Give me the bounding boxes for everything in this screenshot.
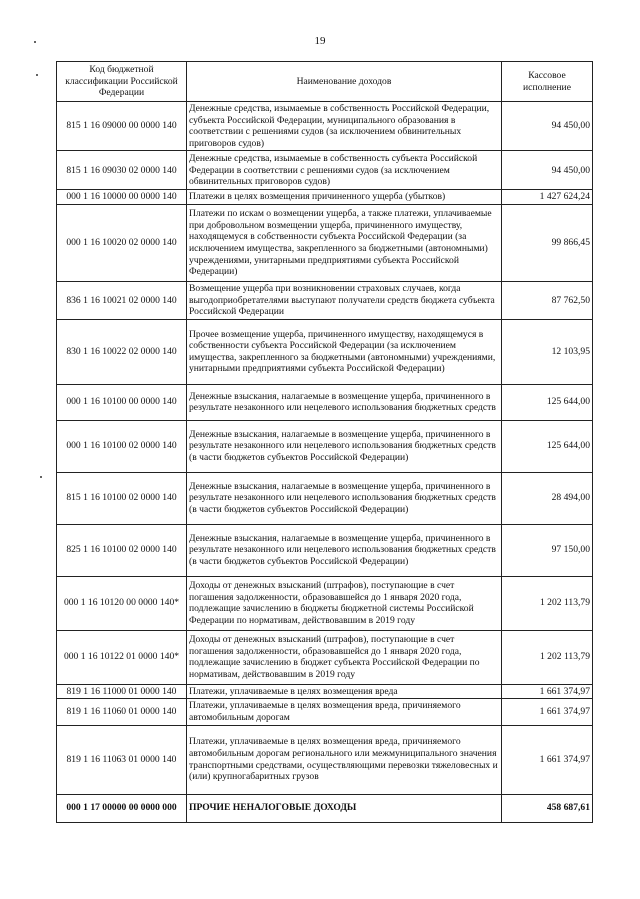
header-amount: Кассовое исполнение [502, 62, 593, 102]
row-name: Платежи, уплачиваемые в целях возмещения вреда [187, 684, 502, 699]
row-amount: 1 427 624,24 [502, 190, 593, 205]
row-code: 819 1 16 11060 01 0000 140 [57, 699, 187, 725]
table-header-row [57, 62, 593, 102]
table-row [57, 319, 593, 384]
row-code: 000 1 16 10020 02 0000 140 [57, 204, 187, 281]
row-amount: 87 762,50 [502, 281, 593, 319]
revenue-table [56, 61, 593, 823]
row-code: 830 1 16 10022 02 0000 140 [57, 319, 187, 384]
table-row [57, 630, 593, 684]
table-row [57, 725, 593, 794]
table-row [57, 384, 593, 420]
row-amount: 125 644,00 [502, 384, 593, 420]
table-row [57, 190, 593, 205]
row-code: 000 1 16 10000 00 0000 140 [57, 190, 187, 205]
table-row [57, 699, 593, 725]
row-name: Платежи в целях возмещения причиненного ущерба (убытков) [187, 190, 502, 205]
table-row [57, 281, 593, 319]
row-amount: 94 450,00 [502, 102, 593, 151]
table-row [57, 472, 593, 524]
row-amount: 28 494,00 [502, 472, 593, 524]
table-row [57, 151, 593, 190]
header-code: Код бюджетной классификации Российской Федерации [57, 62, 187, 102]
table-row [57, 684, 593, 699]
row-name: Денежные средства, изымаемые в собственность Российской Федерации, субъекта Российской Федерации, муниципального образования в соответствии с решениями судов (за исключением обвинительных приговоров судов) [187, 102, 502, 151]
row-amount: 99 866,45 [502, 204, 593, 281]
scan-speck [36, 74, 38, 76]
row-code: 000 1 16 10122 01 0000 140* [57, 630, 187, 684]
row-code: 819 1 16 11063 01 0000 140 [57, 725, 187, 794]
table-row [57, 794, 593, 822]
row-amount: 458 687,61 [502, 794, 593, 822]
row-name: Доходы от денежных взысканий (штрафов), поступающие в счет погашения задолженности, образовавшейся до 1 января 2020 года, подлежащие зачислению в бюджеты бюджетной системы Российской Федерации по нормативам, действовавшим в 2019 году [187, 576, 502, 630]
row-amount: 97 150,00 [502, 524, 593, 576]
row-amount: 12 103,95 [502, 319, 593, 384]
row-name: Платежи, уплачиваемые в целях возмещения вреда, причиняемого автомобильным дорогам [187, 699, 502, 725]
table-row [57, 524, 593, 576]
row-code: 836 1 16 10021 02 0000 140 [57, 281, 187, 319]
row-code: 000 1 16 10100 00 0000 140 [57, 384, 187, 420]
row-code: 000 1 17 00000 00 0000 000 [57, 794, 187, 822]
row-amount: 1 661 374,97 [502, 699, 593, 725]
row-amount: 1 202 113,79 [502, 630, 593, 684]
row-code: 000 1 16 10120 00 0000 140* [57, 576, 187, 630]
row-code: 815 1 16 09030 02 0000 140 [57, 151, 187, 190]
table-row [57, 204, 593, 281]
page-number: 19 [314, 35, 326, 47]
row-amount: 1 661 374,97 [502, 684, 593, 699]
row-amount: 1 661 374,97 [502, 725, 593, 794]
row-amount: 94 450,00 [502, 151, 593, 190]
row-name: Платежи, уплачиваемые в целях возмещения вреда, причиняемого автомобильным дорогам регионального или межмуниципального значения транспортными средствами, осуществляющими перевозки тяжеловесных и (или) крупногабаритных грузов [187, 725, 502, 794]
row-amount: 125 644,00 [502, 420, 593, 472]
row-code: 815 1 16 09000 00 0000 140 [57, 102, 187, 151]
table-row [57, 102, 593, 151]
row-name: Денежные средства, изымаемые в собственность субъекта Российской Федерации в соответствии с решениями судов (за исключением обвинительных приговоров судов) [187, 151, 502, 190]
row-amount: 1 202 113,79 [502, 576, 593, 630]
row-name: Денежные взыскания, налагаемые в возмещение ущерба, причиненного в результате незаконного или нецелевого использования бюджетных средств (в части бюджетов субъектов Российской Федерации) [187, 524, 502, 576]
header-name: Наименование доходов [187, 62, 502, 102]
row-code: 819 1 16 11000 01 0000 140 [57, 684, 187, 699]
scan-speck [34, 41, 36, 43]
row-code: 815 1 16 10100 02 0000 140 [57, 472, 187, 524]
row-name: Платежи по искам о возмещении ущерба, а также платежи, уплачиваемые при добровольном возмещении ущерба, причиненного имуществу, находящемуся в собственности субъекта Российской Федерации (за исключением имущества, закрепленного за бюджетными (автономными) учреждениями, унитарными предприятиями субъекта Российской Федерации) [187, 204, 502, 281]
row-name: Денежные взыскания, налагаемые в возмещение ущерба, причиненного в результате незаконного или нецелевого использования бюджетных средств (в части бюджетов субъектов Российской Федерации) [187, 472, 502, 524]
row-code: 000 1 16 10100 02 0000 140 [57, 420, 187, 472]
row-code: 825 1 16 10100 02 0000 140 [57, 524, 187, 576]
scan-speck [40, 476, 42, 478]
row-name: Доходы от денежных взысканий (штрафов), поступающие в счет погашения задолженности, образовавшейся до 1 января 2020 года, подлежащие зачислению в бюджет субъекта Российской Федерации по нормативам, действовавшим в 2019 году [187, 630, 502, 684]
row-name: ПРОЧИЕ НЕНАЛОГОВЫЕ ДОХОДЫ [187, 794, 502, 822]
row-name: Денежные взыскания, налагаемые в возмещение ущерба, причиненного в результате незаконного или нецелевого использования бюджетных средств [187, 384, 502, 420]
table-row [57, 576, 593, 630]
row-name: Прочее возмещение ущерба, причиненного имуществу, находящемуся в собственности субъекта Российской Федерации (за исключением имущества, закрепленного за бюджетными (автономными) учреждениями, унитарными предприятиями субъекта Российской Федерации) [187, 319, 502, 384]
row-name: Возмещение ущерба при возникновении страховых случаев, когда выгодоприобретателями выступают получатели средств бюджета субъекта Российской Федерации [187, 281, 502, 319]
row-name: Денежные взыскания, налагаемые в возмещение ущерба, причиненного в результате незаконного или нецелевого использования бюджетных средств (в части бюджетов субъектов Российской Федерации) [187, 420, 502, 472]
table-row [57, 420, 593, 472]
